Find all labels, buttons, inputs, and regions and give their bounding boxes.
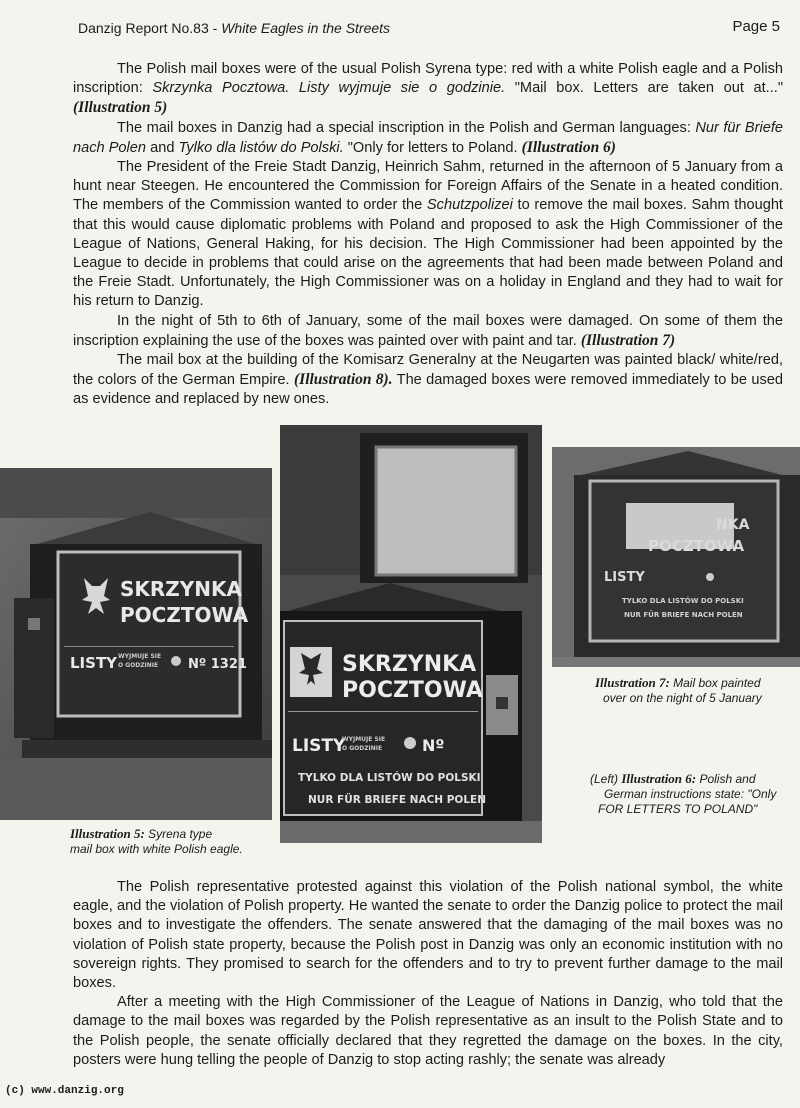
paragraph: The President of the Freie Stadt Danzig, Heinrich Sahm, returned in the afternoon of 5 January from a hunt near Steegen. He encountered the Commission for Foreign Affairs of the Senate in a heated condition. The members of the Commission wanted to order the Schutzpolizei to remove the mail boxes. Sahm thought that this would cause diplomatic problems with Poland and proposed to ask the High Commissioner of the League of Nations, General Haking, for his decision. The High Commissioner had been appointed by the League to decide in problems that could arise on the agreements that had been made between Poland and the Freie Stadt. Unfortunately, the High Commissioner was on a holiday in England and they had to wait for his return to Danzig. [73,159,783,310]
body-text-bottom [73,878,783,1070]
paragraph: The Polish representative protested against this violation of the Polish national symbol, the white eagle, and the violation of Polish property. He wanted the senate to order the Danzig police to protect the mail boxes and to investigate the offenders. The senate answered that the damaging of the mail boxes was no violation of Polish state property, because the Polish post in Danzig was only an economic institution with no sovereign rights. They promised to search for the offenders and to try to prevent further damage to the mail boxes. [73,879,783,992]
paragraph: The mail boxes in Danzig had a special inscription in the Polish and German languages: Nur für Briefe nach Polen and Tylko dla listów do Polski. "Only for letters to Poland. (Illustration 6) [73,119,783,156]
box-text-german: NUR FÜR BRIEFE NACH POLEN [624,611,743,619]
box-text-line2: POCZTOWA [342,678,483,703]
box-text-listy: LISTY [292,736,346,756]
paragraph: The mail box at the building of the Komisarz Generalny at the Neugarten was painted black/ white/red, the colors of the German Empire. (Illustration 8). The damaged boxes were removed immediately to be used as evidence and replaced by new ones. [73,352,784,408]
paragraph: In the night of 5th to 6th of January, some of the mail boxes were damaged. On some of them the inscription explaining the use of the boxes was painted over with paint and tar. (Illustration 7) [73,312,783,349]
box-text-line2: POCZTOWA [648,537,745,555]
page-header [78,20,780,40]
box-small-text: O GODZINIE [342,745,383,752]
box-number: Nº 1321 [188,657,247,672]
box-text-line1: NKA [716,517,750,533]
box-text-listy: LISTY [604,570,645,585]
box-text-german: NUR FÜR BRIEFE NACH POLEN [308,794,486,806]
box-text-listy: LISTY [70,654,118,672]
body-text-top [73,60,783,410]
photo-illustration-7 [552,447,800,667]
box-text-line1: SKRZYNKA [120,577,243,601]
photo-illustration-6 [280,425,542,843]
footer-copyright: (c) www.danzig.org [5,1085,124,1097]
box-text-polish: TYLKO DLA LISTÓW DO POLSKI [298,772,481,784]
paragraph: After a meeting with the High Commissioner of the League of Nations in Danzig, who told that the damage to the mail boxes was regarded by the Polish representative as an insult to the Polish State and to the Polish people, the senate officially declared that they regretted the damage on the boxes. In the city, posters were hung telling the people of Danzig to stop acting rashly; the senate was already [73,994,783,1068]
box-text-polish: TYLKO DLA LISTÓW DO POLSKI [622,597,744,605]
box-small-text: WYJMUJE SIE [118,653,162,660]
photo-illustration-5 [0,468,272,820]
report-title: Danzig Report No.83 - White Eagles in the Streets [78,20,391,36]
eagle-icon [290,647,332,697]
box-text-line1: SKRZYNKA [342,652,477,677]
caption-illustration-6: (Left) Illustration 6: Polish and German instructions state: "Only FOR LETTERS TO POLAND" [590,771,777,816]
paragraph: The Polish mail boxes were of the usual Polish Syrena type: red with a white Polish eagle and a Polish inscription: Skrzynka Pocztowa. Listy wyjmuje sie o godzinie. "Mail box. Letters are taken out at..." (Illustration 5) [73,61,783,117]
box-small-text: WYJMUJE SIE [342,736,386,743]
caption-illustration-7: Illustration 7: Mail box painted over on the night of 5 January [595,675,762,705]
box-number: Nº [422,736,445,755]
page-number: Page 5 [732,18,780,35]
box-small-text: O GODZINIE [118,662,159,669]
box-text-line2: POCZTOWA [120,603,249,627]
caption-illustration-5: Illustration 5: Syrena type mail box with white Polish eagle. [70,826,243,856]
